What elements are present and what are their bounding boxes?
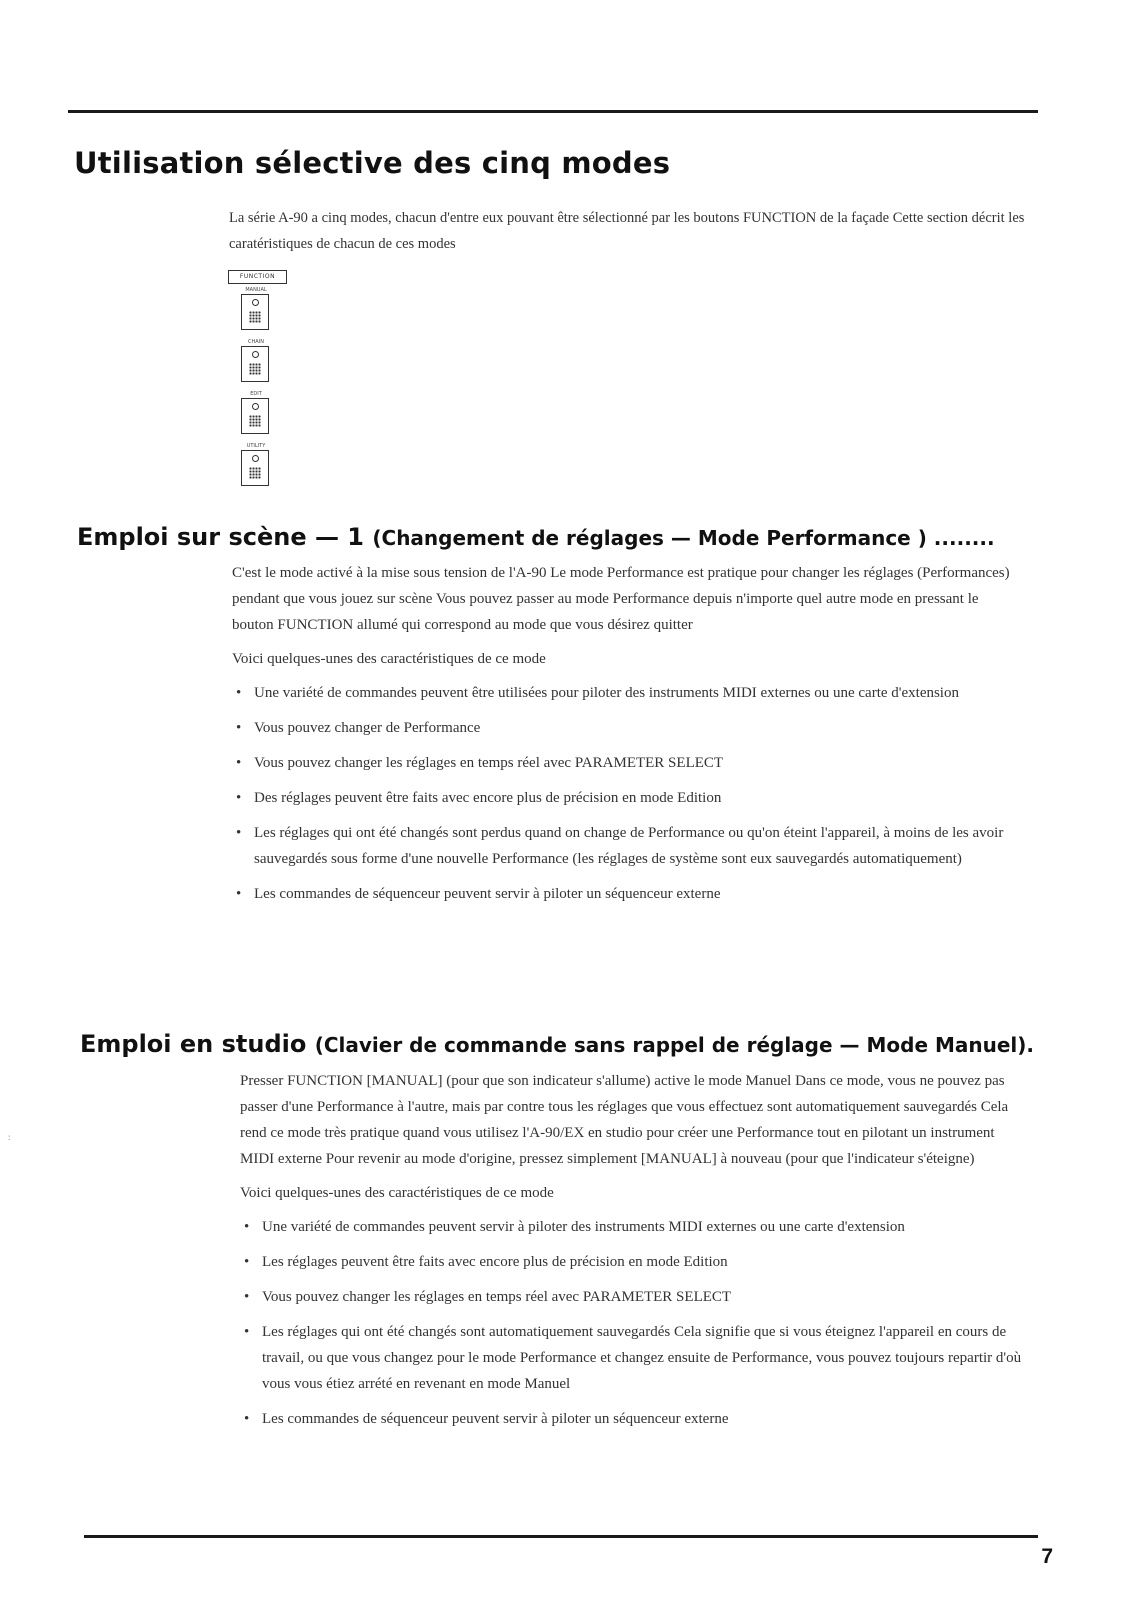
mode-button-box bbox=[241, 398, 269, 434]
list-item-text: Des réglages peuvent être faits avec encore plus de précision en mode Edition bbox=[254, 790, 722, 806]
list-item-text: Les commandes de séquenceur peuvent servir à piloter un séquenceur externe bbox=[254, 886, 721, 902]
mode-label: MANUAL bbox=[245, 287, 267, 293]
bullet-icon: • bbox=[236, 790, 242, 806]
list-item bbox=[240, 1249, 1030, 1275]
mode-label: CHAIN bbox=[248, 339, 264, 345]
section-heading-main: Emploi sur scène — 1 bbox=[77, 523, 365, 551]
list-item bbox=[232, 715, 1022, 741]
list-item-text: Les commandes de séquenceur peuvent servir à piloter un séquenceur externe bbox=[262, 1411, 729, 1427]
section-heading-sub: (Changement de réglages — Mode Performance ) ........ bbox=[372, 526, 995, 550]
section-body-studio bbox=[240, 1068, 1030, 1441]
section-heading-sub: (Clavier de commande sans rappel de réglage — Mode Manuel). bbox=[314, 1033, 1034, 1057]
list-item-text: Les réglages qui ont été changés sont automatiquement sauvegardés Cela signifie que si vous éteignez l'appareil en cours de travail, ou que vous changez pour le mode Performance et changez ensuite de Performance, vous pouvez toujours repartir d'où vous vous étiez arrété en revenant en mode Manuel bbox=[262, 1324, 1022, 1392]
section-heading-studio bbox=[80, 1030, 1034, 1058]
page-number: 7 bbox=[1041, 1545, 1053, 1568]
list-item bbox=[240, 1284, 1030, 1310]
mode-label: UTILITY bbox=[246, 443, 266, 449]
bullet-icon: • bbox=[244, 1324, 250, 1340]
list-intro: Voici quelques-unes des caractéristiques de ce mode bbox=[232, 651, 546, 667]
list-item-text: Une variété de commandes peuvent être utilisées pour piloter des instruments MIDI externes ou une carte d'extension bbox=[254, 685, 959, 701]
button-grid-icon bbox=[249, 467, 261, 479]
bullet-icon: • bbox=[236, 825, 242, 841]
mode-button-box bbox=[241, 294, 269, 330]
mode-button-box bbox=[241, 346, 269, 382]
list-item bbox=[240, 1406, 1030, 1432]
list-intro: Voici quelques-unes des caractéristiques de ce mode bbox=[240, 1185, 554, 1201]
section-paragraph: Presser FUNCTION [MANUAL] (pour que son indicateur s'allume) active le mode Manuel Dans ce mode, vous ne pouvez pas passer d'une Performance à l'autre, mais par contre tous les réglages que vous effectuez sont automatiquement sauvegardés Cela rend ce mode très pratique quand vous utilisez l'A-90/EX en studio pour créer une Performance tout en pilotant un instrument MIDI externe Pour revenir au mode d'origine, pressez simplement [MANUAL] à nouveau (pour que l'indicateur s'éteigne) bbox=[240, 1073, 1009, 1167]
list-item bbox=[240, 1319, 1030, 1397]
list-item-text: Vous pouvez changer les réglages en temps réel avec PARAMETER SELECT bbox=[254, 755, 724, 771]
section-body-stage bbox=[232, 560, 1022, 916]
list-item-text: Vous pouvez changer les réglages en temps réel avec PARAMETER SELECT bbox=[262, 1289, 732, 1305]
section-paragraph: C'est le mode activé à la mise sous tension de l'A-90 Le mode Performance est pratique pour changer les réglages (Performances) pendant que vous jouez sur scène Vous pouvez passer au mode Performance depuis n'importe quel autre mode en pressant le bouton FUNCTION allumé qui correspond au mode que vous désirez quitter bbox=[232, 565, 1010, 633]
section-heading-stage bbox=[77, 523, 995, 551]
bottom-rule bbox=[84, 1535, 1038, 1538]
bullet-icon: • bbox=[244, 1411, 250, 1427]
list-item bbox=[240, 1214, 1030, 1240]
top-rule bbox=[68, 110, 1038, 113]
list-item-text: Les réglages peuvent être faits avec encore plus de précision en mode Edition bbox=[262, 1254, 728, 1270]
page-title: Utilisation sélective des cinq modes bbox=[74, 146, 671, 180]
feature-list bbox=[240, 1214, 1030, 1432]
bullet-icon: • bbox=[244, 1254, 250, 1270]
mode-label: EDIT bbox=[250, 391, 262, 397]
led-icon bbox=[252, 351, 259, 358]
list-item-text: Vous pouvez changer de Performance bbox=[254, 720, 481, 736]
bullet-icon: • bbox=[244, 1219, 250, 1235]
list-item bbox=[232, 750, 1022, 776]
bullet-icon: • bbox=[236, 720, 242, 736]
function-panel-header: FUNCTION bbox=[228, 270, 287, 284]
mode-button-manual bbox=[228, 286, 288, 330]
mode-button-chain bbox=[228, 338, 288, 382]
button-grid-icon bbox=[249, 311, 261, 323]
list-item bbox=[232, 680, 1022, 706]
bullet-icon: • bbox=[236, 685, 242, 701]
led-icon bbox=[252, 299, 259, 306]
led-icon bbox=[252, 455, 259, 462]
list-item-text: Les réglages qui ont été changés sont perdus quand on change de Performance ou qu'on éteint l'appareil, à moins de les avoir sauvegardés sous forme d'une nouvelle Performance (les réglages de système sont eux sauvegardés automatiquement) bbox=[254, 825, 1004, 867]
list-item bbox=[232, 820, 1022, 872]
button-grid-icon bbox=[249, 415, 261, 427]
led-icon bbox=[252, 403, 259, 410]
mode-button-box bbox=[241, 450, 269, 486]
margin-mark: : bbox=[8, 1132, 11, 1142]
bullet-icon: • bbox=[236, 755, 242, 771]
list-item bbox=[232, 785, 1022, 811]
section-heading-main: Emploi en studio bbox=[80, 1030, 307, 1058]
list-item bbox=[232, 881, 1022, 907]
function-panel-diagram bbox=[228, 270, 288, 486]
feature-list bbox=[232, 680, 1022, 907]
bullet-icon: • bbox=[244, 1289, 250, 1305]
intro-paragraph: La série A-90 a cinq modes, chacun d'entre eux pouvant être sélectionné par les boutons FUNCTION de la façade Cette section décrit les caratéristiques de chacun de ces modes bbox=[229, 210, 1025, 252]
list-item-text: Une variété de commandes peuvent servir à piloter des instruments MIDI externes ou une carte d'extension bbox=[262, 1219, 905, 1235]
mode-button-edit bbox=[228, 390, 288, 434]
button-grid-icon bbox=[249, 363, 261, 375]
bullet-icon: • bbox=[236, 886, 242, 902]
mode-button-utility bbox=[228, 442, 288, 486]
